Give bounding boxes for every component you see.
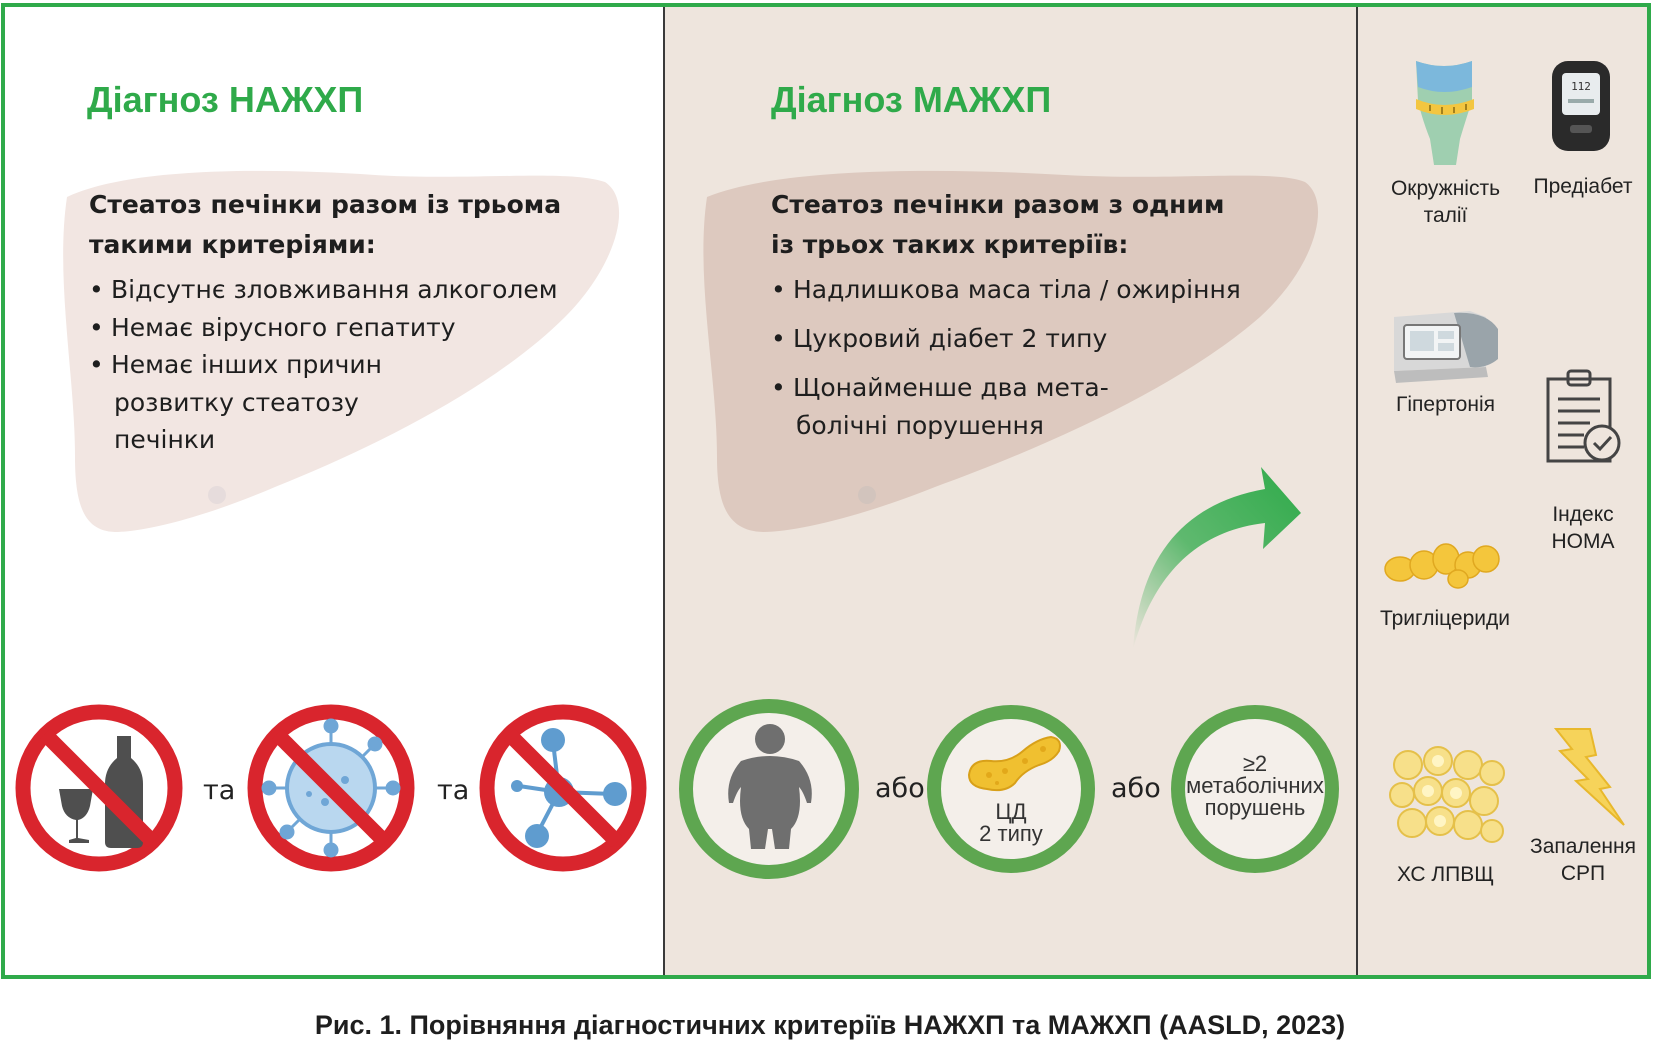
homa-label-line: Індекс: [1552, 503, 1614, 526]
pancreas-icon: [965, 731, 1065, 793]
metabolic-label-line: порушень: [1204, 795, 1306, 820]
hdl-cholesterol-label: ХС ЛПВЩ: [1397, 863, 1494, 886]
list-item-text: розвитку стеатозу: [114, 387, 359, 417]
metabolic-label-line: метаболічних: [1186, 773, 1324, 798]
list-item: [771, 271, 1241, 309]
masld-panel: [663, 7, 1358, 975]
list-item-text: • Немає вірусного гепатиту: [111, 312, 456, 342]
metabolic-circle: [1171, 705, 1339, 873]
list-item: [89, 309, 558, 347]
waist-circumference-label: [1378, 175, 1513, 229]
list-item: [771, 320, 1241, 358]
crp-label-line: СРП: [1560, 862, 1606, 885]
glucometer-icon: [1546, 57, 1616, 157]
triglyceride-droplets-icon: [1382, 537, 1502, 591]
hypertension-label: Гіпертонія: [1395, 393, 1495, 416]
or-connector: або: [1111, 773, 1161, 804]
nafld-lead-text: [89, 185, 561, 265]
obese-person-icon: [723, 721, 817, 853]
list-item-text: • Щонайменше два мета-: [793, 373, 1109, 402]
figure-frame: [1, 3, 1651, 979]
triglycerides-label: Тригліцериди: [1379, 607, 1511, 630]
no-other-causes-icon: [477, 702, 649, 874]
nafld-panel: [5, 7, 663, 975]
homa-label-line: HOMA: [1551, 530, 1615, 553]
homa-index-label: [1518, 501, 1648, 555]
prediabetes-label: Предіабет: [1533, 175, 1633, 198]
waist-label-line: талії: [1423, 204, 1468, 227]
list-item: [89, 271, 558, 309]
and-connector: та: [203, 775, 236, 806]
hdl-particles-icon: [1388, 745, 1506, 849]
nafld-lead-line: такими критеріями:: [89, 230, 376, 259]
nafld-lead-line: Стеатоз печінки разом із трьома: [89, 190, 562, 219]
svg-text:112: 112: [1571, 80, 1591, 93]
list-item-text: печінки: [114, 425, 216, 454]
arrow-icon: [1125, 427, 1365, 657]
list-item-text: • Відсутнє зловживання алкоголем: [111, 275, 558, 304]
list-item-text: • Немає інших причин: [111, 350, 383, 379]
checklist-icon: [1544, 367, 1624, 467]
masld-lead-line: із трьох таких критеріїв:: [771, 230, 1129, 259]
lightning-icon: [1548, 725, 1628, 829]
diabetes-circle: [927, 705, 1095, 873]
metabolic-label: [1185, 753, 1325, 819]
and-connector: та: [437, 775, 470, 806]
list-item-text: • Надлишкова маса тіла / ожиріння: [793, 275, 1241, 304]
diabetes-label-line: ЦД: [995, 799, 1027, 824]
blood-pressure-monitor-icon: [1390, 307, 1502, 387]
obesity-circle: [679, 699, 859, 879]
crp-label-line: Запалення: [1530, 835, 1636, 858]
no-virus-icon: [245, 702, 417, 874]
nafld-title: Діагноз НАЖХП: [87, 79, 364, 120]
diabetes-label-line: 2 типу: [979, 821, 1043, 846]
masld-title: Діагноз МАЖХП: [771, 79, 1052, 120]
list-item-text: болічні порушення: [796, 411, 1044, 440]
crp-inflammation-label: [1508, 833, 1651, 887]
metabolic-disorders-panel: [1356, 7, 1647, 975]
masld-criteria-list: [771, 271, 1241, 445]
metabolic-label-line: ≥2: [1242, 751, 1268, 776]
masld-lead-text: [771, 185, 1224, 265]
no-alcohol-icon: [13, 702, 185, 874]
nafld-criteria-list: [89, 271, 558, 459]
waist-label-line: Окружність: [1390, 177, 1501, 200]
list-item: [89, 346, 558, 459]
figure-caption: Рис. 1. Порівняння діагностичних критеріїв НАЖХП та МАЖХП (AASLD, 2023): [314, 1010, 1346, 1040]
list-item-text: • Цукровий діабет 2 типу: [793, 324, 1108, 353]
waist-measure-icon: [1410, 57, 1480, 167]
or-connector: або: [875, 773, 925, 804]
masld-lead-line: Стеатоз печінки разом з одним: [771, 190, 1225, 219]
diabetes-label: [941, 801, 1081, 845]
